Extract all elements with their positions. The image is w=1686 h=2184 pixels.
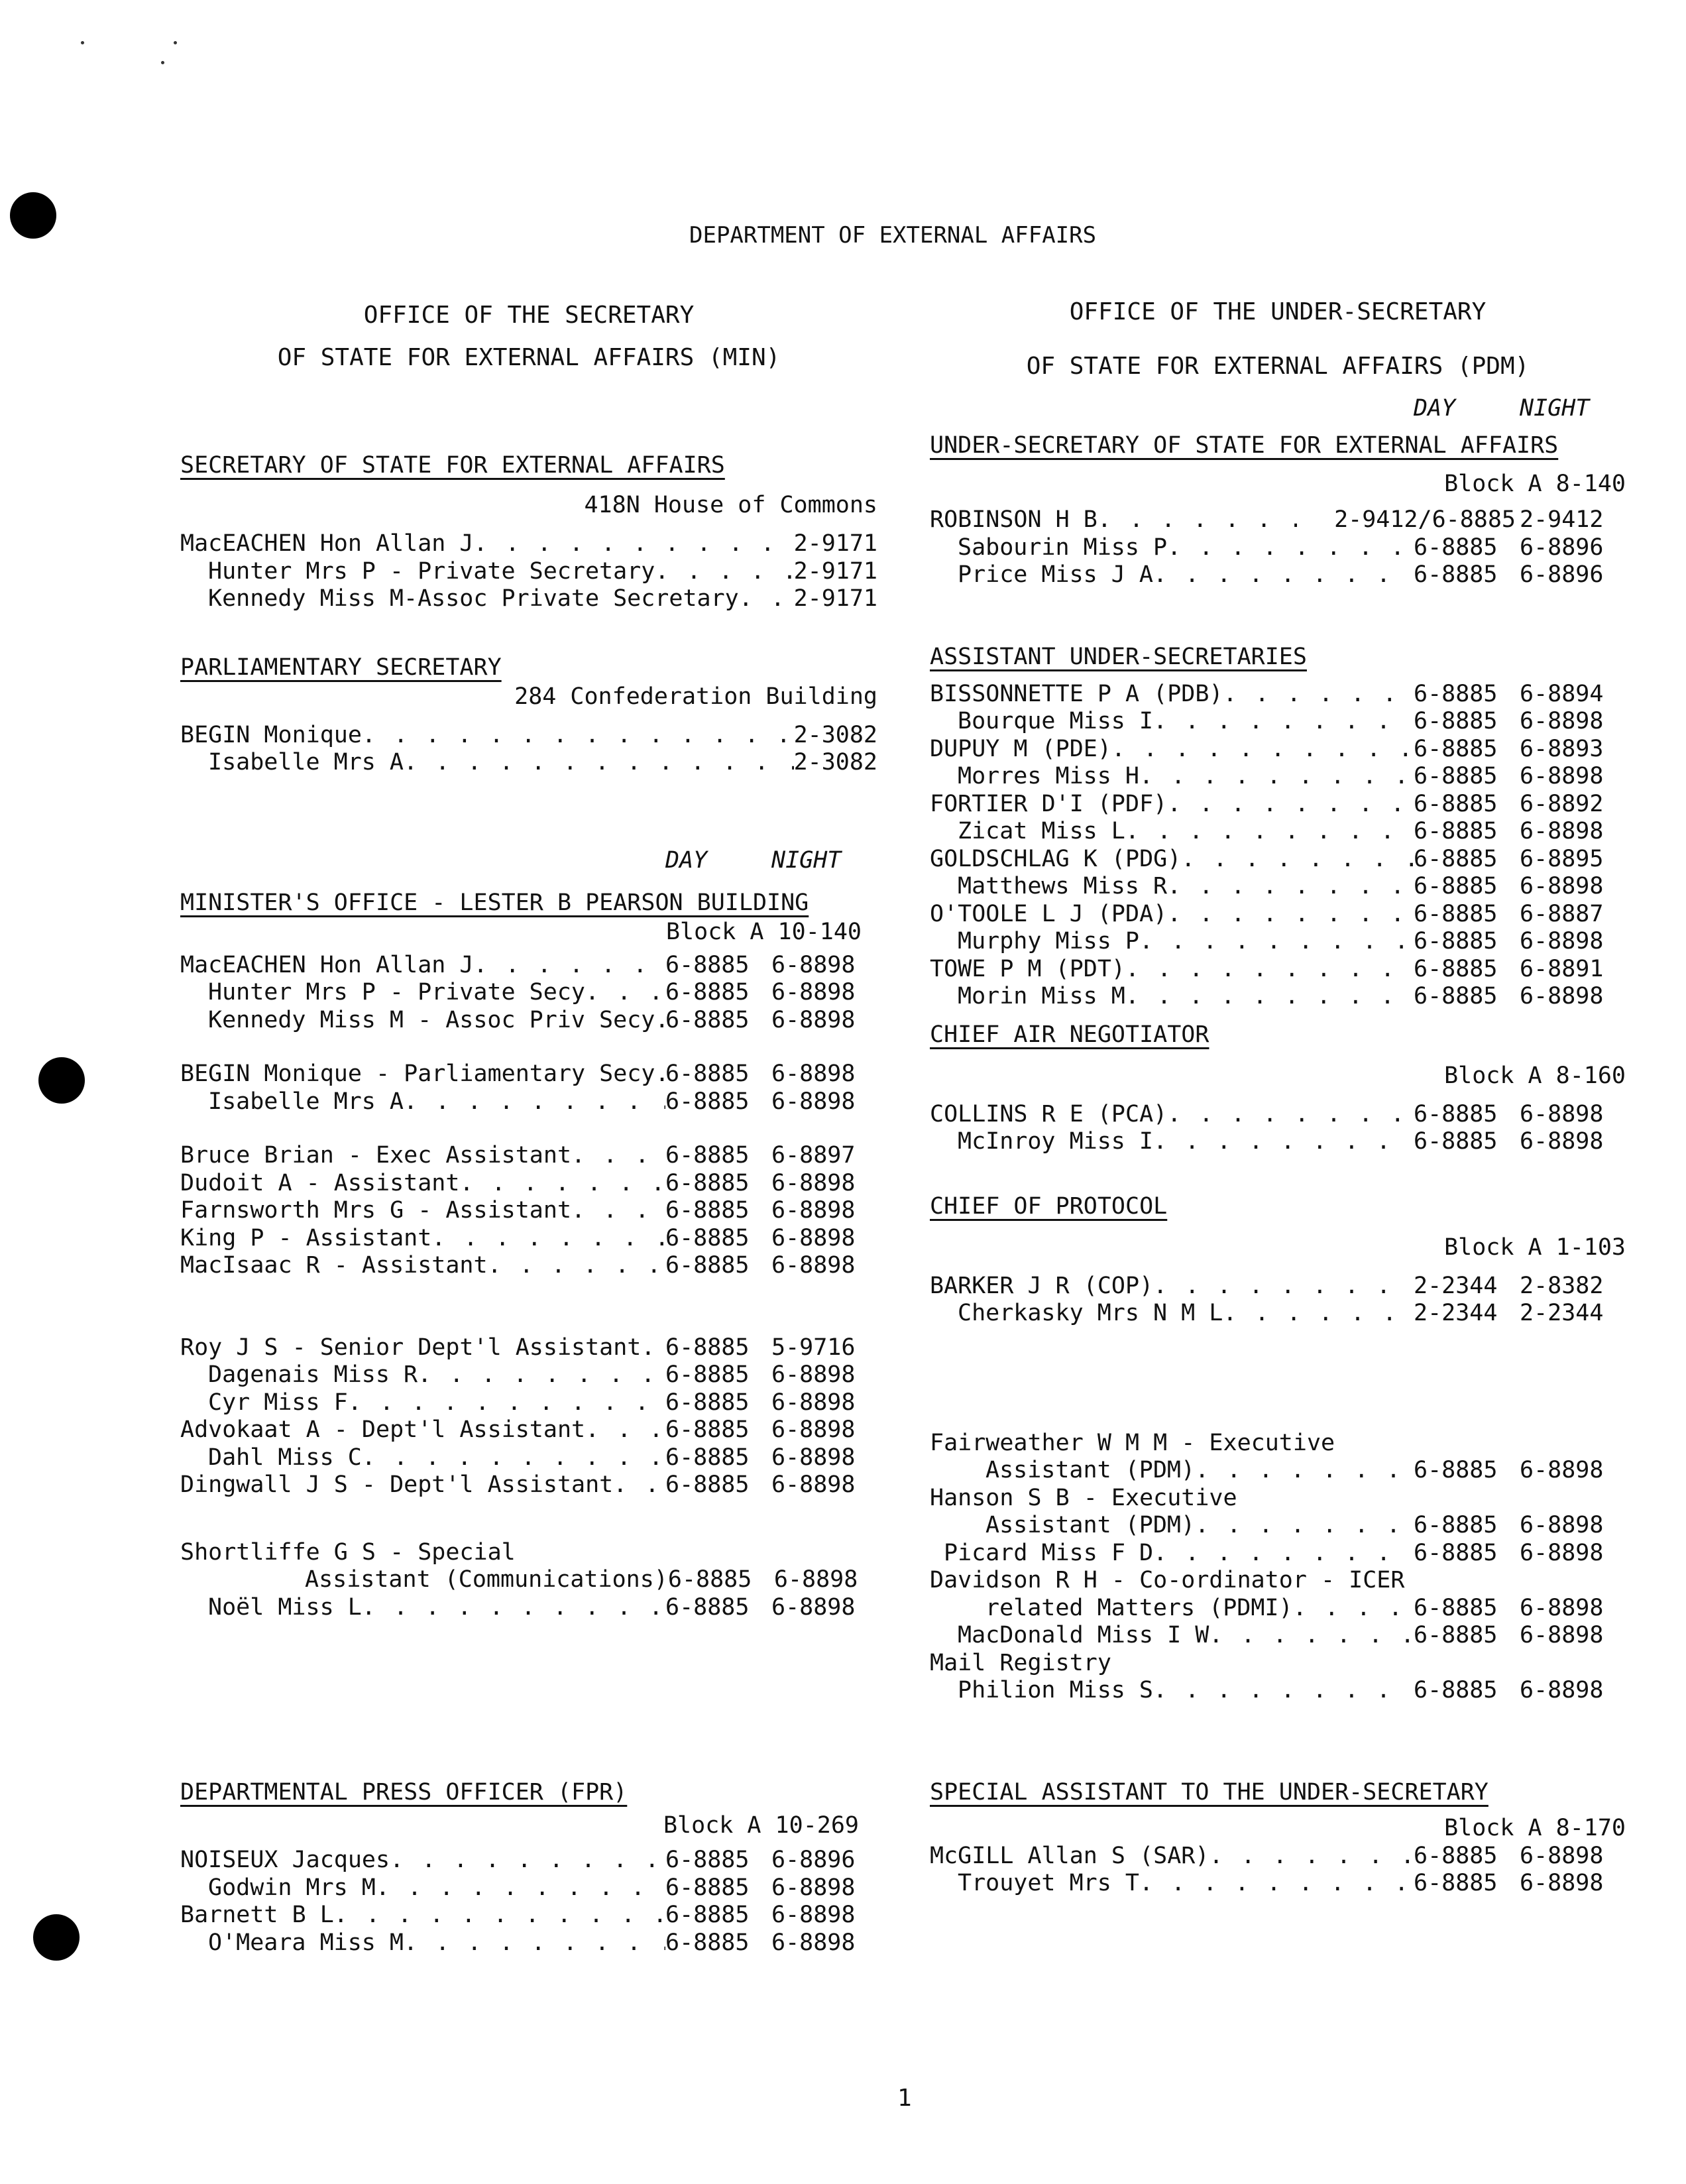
section-location: Block A 1-103 bbox=[1444, 1234, 1626, 1261]
list-item: O'Meara Miss M . . . 6-8885 6-8898 bbox=[180, 1929, 877, 1957]
list-item: Morin Miss M . . . 6-8885 6-8898 bbox=[930, 983, 1626, 1011]
section-location: Block A 10-140 bbox=[665, 918, 862, 945]
section-heading: UNDER-SECRETARY OF STATE FOR EXTERNAL AFFAIRS bbox=[930, 432, 1559, 459]
list-item: Philion Miss S . . . 6-8885 6-8898 bbox=[930, 1677, 1626, 1705]
section-heading: DEPARTMENTAL PRESS OFFICER (FPR) bbox=[180, 1779, 628, 1806]
list-item: Dahl Miss C . . . 6-8885 6-8898 bbox=[180, 1444, 877, 1472]
list-item: Murphy Miss P . . . 6-8885 6-8898 bbox=[930, 928, 1626, 956]
list-item: Kennedy Miss M-Assoc Private Secretary . . . 2-9171 bbox=[180, 585, 877, 613]
list-item: MacEACHEN Hon Allan J . . . 6-8885 6-8898 bbox=[180, 952, 877, 980]
section-heading: SECRETARY OF STATE FOR EXTERNAL AFFAIRS bbox=[180, 452, 725, 479]
list-item: Dagenais Miss R . . . 6-8885 6-8898 bbox=[180, 1361, 877, 1389]
list-item: Price Miss J A . . . 6-8885 6-8896 bbox=[930, 561, 1626, 589]
section-location: Block A 8-160 bbox=[1444, 1062, 1626, 1089]
list-item: Picard Miss F D . . . 6-8885 6-8898 bbox=[930, 1540, 1626, 1568]
speck bbox=[174, 41, 177, 44]
list-item: Cyr Miss F . . . 6-8885 6-8898 bbox=[180, 1389, 877, 1417]
list-item: Mail Registry bbox=[930, 1649, 1111, 1676]
section-heading: PARLIAMENTARY SECRETARY bbox=[180, 654, 502, 681]
left-column bbox=[180, 294, 877, 1957]
list-item: Godwin Mrs M . . . 6-8885 6-8898 bbox=[180, 1874, 877, 1902]
section-location: Block A 8-170 bbox=[1444, 1814, 1626, 1841]
list-item: BEGIN Monique - Parliamentary Secy . . . 6-8885 6-8898 bbox=[180, 1061, 877, 1088]
speck bbox=[81, 41, 84, 44]
list-item: Morres Miss H . . . 6-8885 6-8898 bbox=[930, 763, 1626, 791]
list-item: O'TOOLE L J (PDA) . . . 6-8885 6-8887 bbox=[930, 901, 1626, 929]
section-heading: MINISTER'S OFFICE - LESTER B PEARSON BUILDING bbox=[180, 889, 809, 916]
list-item: Trouyet Mrs T . . . 6-8885 6-8898 bbox=[930, 1870, 1626, 1898]
list-item: Cherkasky Mrs N M L . . . 2-2344 2-2344 bbox=[930, 1300, 1626, 1328]
section-heading: CHIEF AIR NEGOTIATOR bbox=[930, 1021, 1209, 1048]
list-item: Farnsworth Mrs G - Assistant . . . 6-8885 6-8898 bbox=[180, 1197, 877, 1225]
list-item: Hanson S B - Executive bbox=[930, 1484, 1237, 1511]
section-location: 418N House of Commons bbox=[584, 492, 877, 518]
list-item: McInroy Miss I . . . 6-8885 6-8898 bbox=[930, 1128, 1626, 1156]
list-item: Shortliffe G S - Special bbox=[180, 1538, 516, 1566]
list-item: COLLINS R E (PCA) . . . 6-8885 6-8898 bbox=[930, 1101, 1626, 1129]
list-item: Assistant (PDM) . . . 6-8885 6-8898 bbox=[930, 1512, 1626, 1540]
list-item: MacEACHEN Hon Allan J . . . 2-9171 bbox=[180, 530, 877, 558]
list-item: Noël Miss L . . . 6-8885 6-8898 bbox=[180, 1594, 877, 1622]
list-item: related Matters (PDMI) . . . 6-8885 6-8898 bbox=[930, 1595, 1626, 1623]
list-item: Roy J S - Senior Dept'l Assistant . . . 6-8885 5-9716 bbox=[180, 1334, 877, 1362]
list-item: MacIsaac R - Assistant . . . 6-8885 6-8898 bbox=[180, 1252, 877, 1280]
list-item: Isabelle Mrs A . . . 2-3082 bbox=[180, 749, 877, 777]
list-item: GOLDSCHLAG K (PDG) . . . 6-8885 6-8895 bbox=[930, 846, 1626, 874]
speck bbox=[161, 61, 164, 64]
list-item: Fairweather W M M - Executive bbox=[930, 1429, 1335, 1456]
list-item: Assistant (Communications) 6-8885 6-8898 bbox=[305, 1566, 858, 1593]
list-item: FORTIER D'I (PDF) . . . 6-8885 6-8892 bbox=[930, 791, 1626, 819]
list-item: TOWE P M (PDT) . . . 6-8885 6-8891 bbox=[930, 956, 1626, 984]
list-item: Assistant (PDM) . . . 6-8885 6-8898 bbox=[930, 1457, 1626, 1485]
list-item: MacDonald Miss I W . . . 6-8885 6-8898 bbox=[930, 1622, 1626, 1650]
list-item: BISSONNETTE P A (PDB) . . . 6-8885 6-8894 bbox=[930, 681, 1626, 709]
office-heading-min: OFFICE OF THE SECRETARY OF STATE FOR EXTERNAL AFFAIRS (MIN) bbox=[277, 302, 781, 371]
list-item: Hunter Mrs P - Private Secy . . . 6-8885 6-8898 bbox=[180, 979, 877, 1007]
list-item: Barnett B L . . . 6-8885 6-8898 bbox=[180, 1902, 877, 1929]
list-item: Sabourin Miss P . . . 6-8885 6-8896 bbox=[930, 534, 1626, 562]
right-column bbox=[930, 294, 1626, 1898]
list-item: Davidson R H - Co-ordinator - ICER bbox=[930, 1567, 1405, 1593]
list-item: McGILL Allan S (SAR) . . . 6-8885 6-8898 bbox=[930, 1843, 1626, 1870]
list-item: BARKER J R (COP) . . . 2-2344 2-8382 bbox=[930, 1273, 1626, 1300]
list-item: King P - Assistant . . . 6-8885 6-8898 bbox=[180, 1225, 877, 1253]
page-number: 1 bbox=[897, 2085, 912, 2112]
list-item: ROBINSON H B . . . 2-9412/6-8885 2-9412 bbox=[930, 506, 1626, 534]
list-item: DUPUY M (PDE) . . . 6-8885 6-8893 bbox=[930, 736, 1626, 764]
section-location: 284 Confederation Building bbox=[514, 683, 877, 710]
list-item: BEGIN Monique . . . 2-3082 bbox=[180, 722, 877, 750]
section-location: Block A 10-269 bbox=[663, 1812, 859, 1839]
list-item: Bourque Miss I . . . 6-8885 6-8898 bbox=[930, 708, 1626, 736]
list-item: Isabelle Mrs A . . . 6-8885 6-8898 bbox=[180, 1088, 877, 1116]
day-night-header: DAY NIGHT bbox=[1414, 395, 1590, 422]
document-title: DEPARTMENT OF EXTERNAL AFFAIRS bbox=[689, 222, 1097, 249]
section-heading: SPECIAL ASSISTANT TO THE UNDER-SECRETARY bbox=[930, 1778, 1489, 1806]
office-heading-pdm: OFFICE OF THE UNDER-SECRETARY OF STATE FOR EXTERNAL AFFAIRS (PDM) bbox=[1026, 298, 1530, 380]
punch-hole-top bbox=[10, 192, 56, 239]
section-heading: ASSISTANT UNDER-SECRETARIES bbox=[930, 643, 1307, 670]
list-item: Bruce Brian - Exec Assistant . . . 6-8885 6-8897 bbox=[180, 1142, 877, 1170]
list-item: Dingwall J S - Dept'l Assistant . . . 6-8885 6-8898 bbox=[180, 1471, 877, 1499]
list-item: Matthews Miss R . . . 6-8885 6-8898 bbox=[930, 873, 1626, 901]
section-heading: CHIEF OF PROTOCOL bbox=[930, 1192, 1168, 1220]
list-item: Zicat Miss L . . . 6-8885 6-8898 bbox=[930, 818, 1626, 846]
list-item: Hunter Mrs P - Private Secretary . . . 2-9171 bbox=[180, 558, 877, 586]
day-night-header: DAY NIGHT bbox=[665, 846, 842, 874]
list-item: NOISEUX Jacques . . . 6-8885 6-8896 bbox=[180, 1847, 877, 1874]
section-location: Block A 8-140 bbox=[1444, 471, 1626, 497]
punch-hole-middle bbox=[38, 1057, 85, 1104]
list-item: Advokaat A - Dept'l Assistant . . . 6-8885 6-8898 bbox=[180, 1416, 877, 1444]
list-item: Dudoit A - Assistant . . . 6-8885 6-8898 bbox=[180, 1170, 877, 1198]
list-item: Kennedy Miss M - Assoc Priv Secy . . . 6-8885 6-8898 bbox=[180, 1007, 877, 1035]
punch-hole-bottom bbox=[33, 1914, 80, 1961]
